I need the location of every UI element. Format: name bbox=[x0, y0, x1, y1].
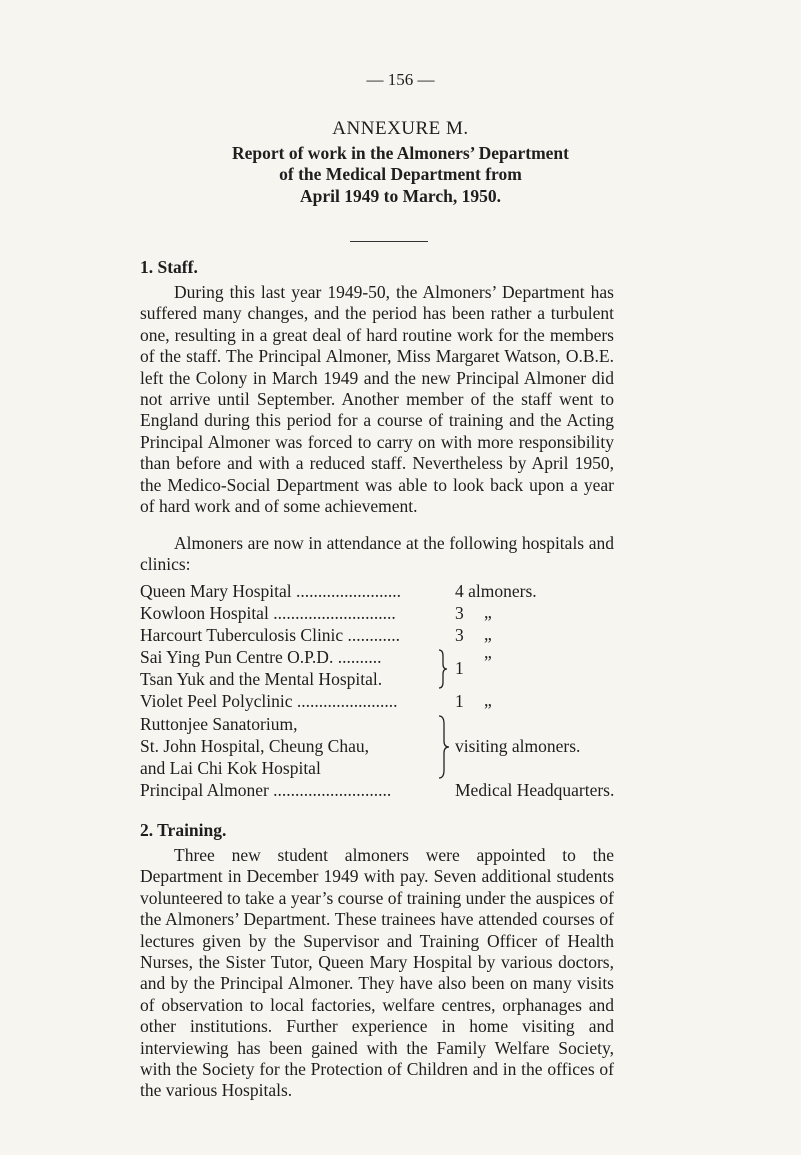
report-title-line-1: Report of work in the Almoners’ Department bbox=[232, 143, 569, 163]
hospital-name: and Lai Chi Kok Hospital bbox=[140, 758, 321, 778]
attendance-intro bbox=[140, 533, 614, 576]
visiting-almoners: visiting almoners. bbox=[455, 736, 581, 756]
title-divider bbox=[350, 241, 428, 242]
almoner-count: 3 bbox=[455, 603, 464, 623]
brace-icon bbox=[436, 648, 450, 690]
training-paragraph-text: Three new student almoners were appointed to the Department in December 1949 with pay. Seven additional students volunteered to take a year’s course of training under the auspices of the Almoners’ Department. These trainees have attended courses of lectures given by the Supervisor and Training Officer of Health Nurses, the Sister Tutor, Queen Mary Hospital by various doctors, and by the Principal Almoner. They have also been on many visits of observation to local factories, welfare centres, orphanages and other institutions. Further experience in home visiting and interviewing has been gained with the Family Welfare Society, with the Society for the Protection of Children and in the offices of the various Hospitals. bbox=[140, 845, 614, 1101]
report-title-line-3: April 1949 to March, 1950. bbox=[300, 186, 501, 206]
grouped-almoner-count: 1 bbox=[455, 658, 464, 678]
hospital-name: Harcourt Tuberculosis Clinic ............ bbox=[140, 625, 401, 645]
almoner-count: 1 bbox=[455, 691, 464, 711]
almoner-count: 3 bbox=[455, 625, 464, 645]
hospital-name: Tsan Yuk and the Mental Hospital. bbox=[140, 669, 383, 689]
section-2-heading: 2. Training. bbox=[140, 820, 227, 840]
hospital-name: Kowloon Hospital ............................ bbox=[140, 603, 396, 623]
hospital-name: Queen Mary Hospital ........................ bbox=[140, 581, 402, 601]
almoner-count: 4 almoners. bbox=[455, 581, 537, 601]
hospital-name: Principal Almoner ........................... bbox=[140, 780, 392, 800]
ditto-mark: ” bbox=[484, 652, 492, 672]
attendance-intro-text: Almoners are now in attendance at the following hospitals and clinics: bbox=[140, 533, 614, 575]
report-title-line-2: of the Medical Department from bbox=[279, 164, 522, 184]
ditto-mark: „ bbox=[484, 690, 492, 710]
section-2-paragraph bbox=[140, 845, 614, 1102]
staff-paragraph-text: During this last year 1949-50, the Almoners’ Department has suffered many changes, and the period has been rather a turbulent one, resulting in a great deal of hard routine work for the members of the staff. The Principal Almoner, Miss Margaret Watson, O.B.E. left the Colony in March 1949 and the new Principal Almoner did not arrive until September. Another member of the staff went to England during this period for a course of training and the Acting Principal Almoner was forced to carry on with more responsibility than before and with a reduced staff. Nevertheless by April 1950, the Medico-Social Department was able to look back upon a year of hard work and of some achievement. bbox=[140, 282, 614, 517]
brace-icon bbox=[436, 714, 452, 780]
annexure-label: ANNEXURE M. bbox=[332, 118, 469, 139]
almoner-location: Medical Headquarters. bbox=[455, 780, 615, 800]
page-number: — 156 — bbox=[366, 70, 435, 89]
hospital-name: St. John Hospital, Cheung Chau, bbox=[140, 736, 369, 756]
hospital-name: Violet Peel Polyclinic ....................... bbox=[140, 691, 398, 711]
section-1-heading: 1. Staff. bbox=[140, 257, 198, 277]
section-1-paragraph bbox=[140, 282, 614, 517]
ditto-mark: „ bbox=[484, 602, 492, 622]
hospital-name: Ruttonjee Sanatorium, bbox=[140, 714, 298, 734]
ditto-mark: „ bbox=[484, 624, 492, 644]
hospital-name: Sai Ying Pun Centre O.P.D. .......... bbox=[140, 647, 382, 667]
